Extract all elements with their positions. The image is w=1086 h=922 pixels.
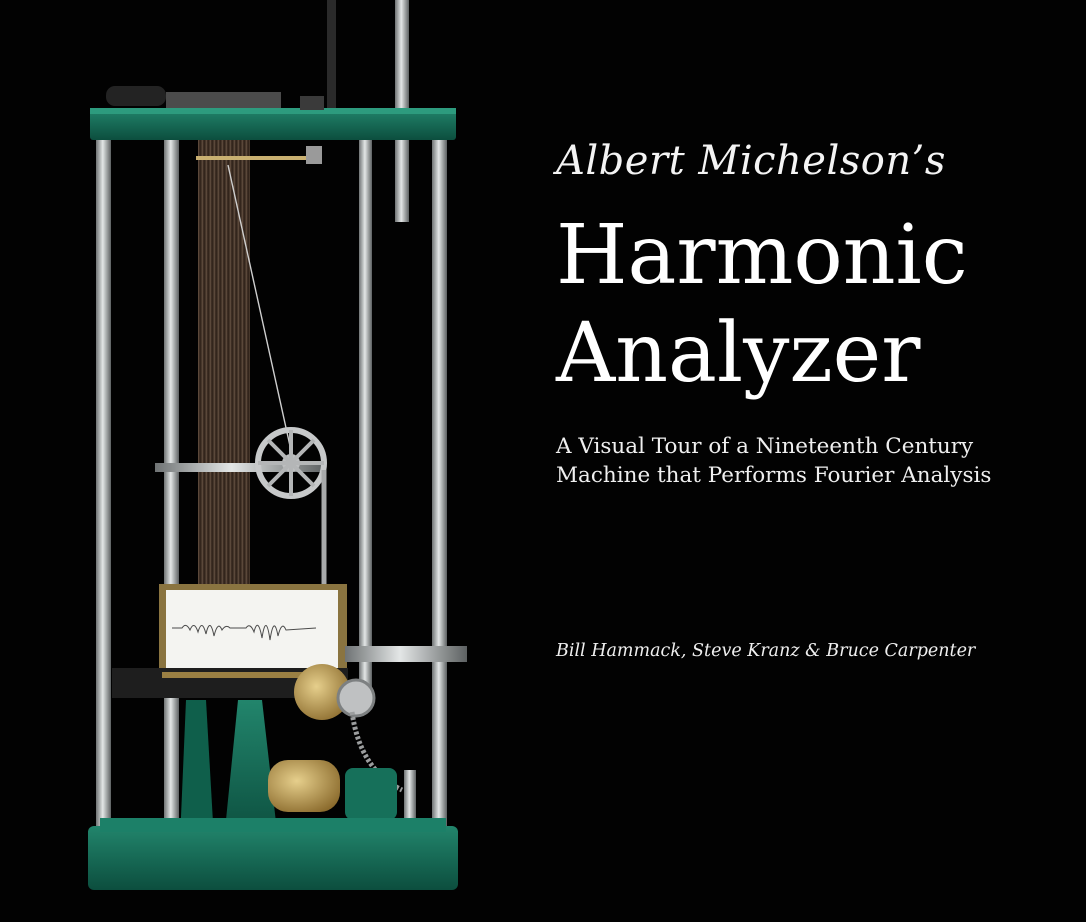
- subtitle-line-2: Machine that Performs Fourier Analysis: [556, 463, 992, 488]
- pretitle: Albert Michelson’s: [556, 138, 946, 184]
- subtitle: [556, 432, 1076, 490]
- brass-cylinder: [268, 760, 340, 812]
- machine-base-top: [100, 818, 446, 832]
- top-roller: [106, 86, 166, 106]
- top-bracket: [300, 96, 324, 110]
- motor-housing: [345, 768, 397, 820]
- brass-rod-clamp: [306, 146, 322, 164]
- pulley-wheel: [258, 430, 324, 496]
- harmonic-analyzer-machine-image: [60, 0, 500, 922]
- top-comb: [166, 92, 281, 108]
- authors: Bill Hammack, Steve Kranz & Bruce Carpenter: [556, 641, 976, 661]
- title-line-2: Analyzer: [556, 306, 921, 401]
- frame-top-bar-highlight: [90, 108, 456, 114]
- frame-rod-left: [96, 130, 111, 830]
- machine-base: [88, 826, 458, 890]
- title-line-1: Harmonic: [556, 208, 968, 303]
- frame-rod-inner-right: [359, 130, 372, 690]
- paper-sheet: [166, 590, 338, 668]
- frame-rod-inner-left: [164, 130, 179, 860]
- spring-stack: [198, 135, 250, 605]
- top-threaded-rod: [327, 0, 336, 108]
- plate-slide-bar: [345, 646, 467, 662]
- subtitle-line-1: A Visual Tour of a Nineteenth Century: [556, 434, 974, 459]
- frame-rod-right: [432, 130, 447, 830]
- steel-gear: [338, 680, 374, 716]
